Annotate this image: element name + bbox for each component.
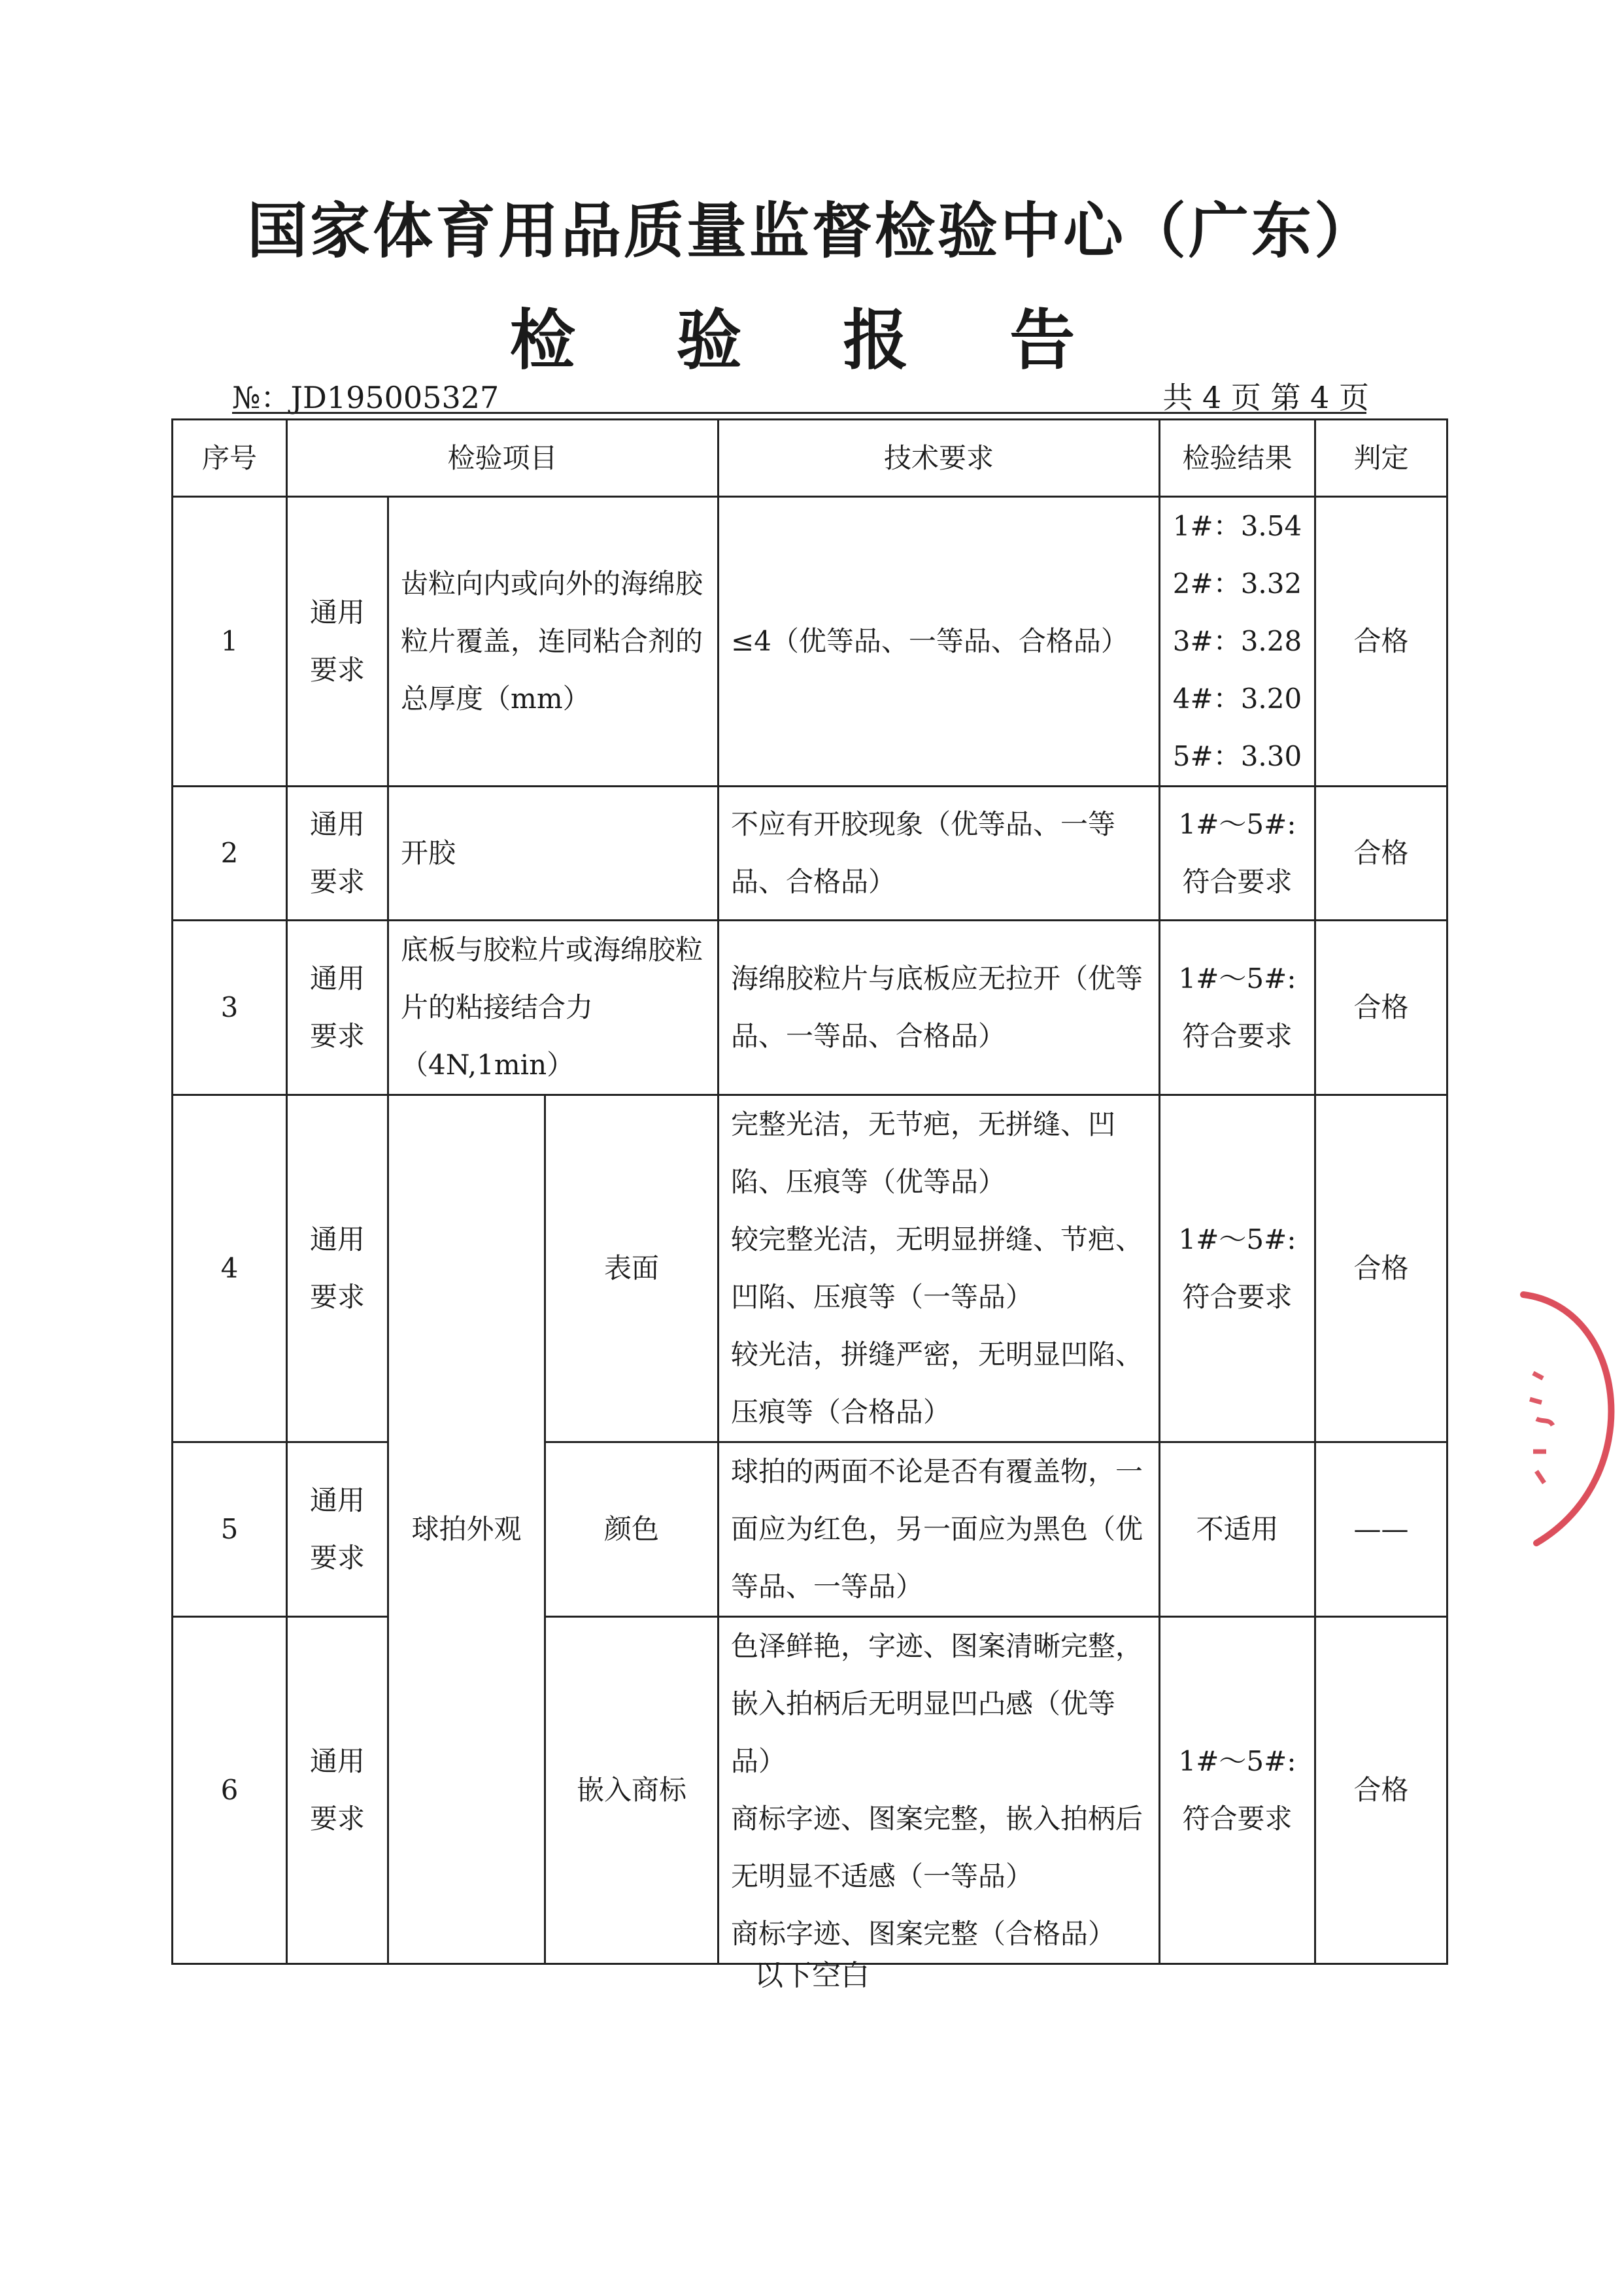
category-cell: 通用要求 [287, 1617, 388, 1964]
header-item: 检验项目 [287, 420, 719, 497]
result-line: 1#～5#: [1178, 962, 1296, 994]
requirement-line: 色泽鲜艳，字迹、图案清晰完整，嵌入拍柄后无明显凹凸感（优等品） [731, 1630, 1143, 1777]
verdict-cell: 合格 [1315, 787, 1447, 921]
header-rule [232, 412, 1366, 414]
verdict-cell: 合格 [1315, 1095, 1447, 1442]
table-row [173, 921, 1447, 1095]
item-cell: 表面 [545, 1095, 719, 1442]
header-seq: 序号 [173, 420, 287, 497]
result-cell [1160, 921, 1315, 1095]
table-row [173, 1095, 1447, 1442]
page-info: 共 4 页 第 4 页 [1162, 380, 1369, 415]
requirement-cell: ≤4（优等品、一等品、合格品） [719, 497, 1160, 787]
verdict-cell: —— [1315, 1442, 1447, 1617]
table-row [173, 1442, 1447, 1617]
table-row [173, 1617, 1447, 1964]
seal-stamp-image [1497, 1282, 1624, 1556]
result-line: 1#～5#: [1178, 1745, 1296, 1777]
category-cell: 通用要求 [287, 1095, 388, 1442]
result-cell [1160, 497, 1315, 787]
item-cell: 开胶 [388, 787, 719, 921]
header-result: 检验结果 [1160, 420, 1315, 497]
result-line: 2#：3.32 [1172, 568, 1302, 600]
seq-cell: 2 [173, 787, 287, 921]
result-line: 1#：3.54 [1172, 510, 1302, 542]
item-cell: 颜色 [545, 1442, 719, 1617]
report-number: №：JD195005327 [232, 380, 499, 415]
group-cell: 球拍外观 [388, 1095, 545, 1964]
header-verdict: 判定 [1315, 420, 1447, 497]
seq-cell: 6 [173, 1617, 287, 1964]
verdict-cell: 合格 [1315, 921, 1447, 1095]
seq-cell: 4 [173, 1095, 287, 1442]
result-cell [1160, 1617, 1315, 1964]
category-cell: 通用要求 [287, 921, 388, 1095]
item-cell: 底板与胶粒片或海绵胶粒片的粘接结合力（4N,1min） [388, 921, 719, 1095]
requirement-line: 较完整光洁，无明显拼缝、节疤、凹陷、压痕等（一等品） [731, 1223, 1143, 1313]
table-header-row [173, 420, 1447, 497]
report-subtitle: 检 验 报 告 [509, 302, 1115, 379]
item-cell: 嵌入商标 [545, 1617, 719, 1964]
result-line: 符合要求 [1182, 866, 1293, 898]
result-line: 符合要求 [1182, 1803, 1293, 1835]
result-line: 1#～5#: [1178, 808, 1296, 840]
requirement-cell [719, 1617, 1160, 1964]
verdict-cell: 合格 [1315, 497, 1447, 787]
result-line: 5#：3.30 [1172, 740, 1302, 772]
verdict-cell: 合格 [1315, 1617, 1447, 1964]
category-cell: 通用要求 [287, 497, 388, 787]
seq-cell: 5 [173, 1442, 287, 1617]
result-line: 符合要求 [1182, 1281, 1293, 1313]
result-cell [1160, 787, 1315, 921]
seq-cell: 1 [173, 497, 287, 787]
seq-cell: 3 [173, 921, 287, 1095]
result-cell [1160, 1442, 1315, 1617]
result-line: 不适用 [1196, 1513, 1279, 1545]
requirement-line: 商标字迹、图案完整（合格品） [731, 1918, 1116, 1950]
category-cell: 通用要求 [287, 1442, 388, 1617]
requirement-line: 较光洁，拼缝严密，无明显凹陷、压痕等（合格品） [731, 1338, 1143, 1428]
table-row [173, 787, 1447, 921]
result-cell [1160, 1095, 1315, 1442]
requirement-line: 商标字迹、图案完整，嵌入拍柄后无明显不适感（一等品） [731, 1803, 1143, 1892]
item-cell: 齿粒向内或向外的海绵胶粒片覆盖，连同粘合剂的总厚度（mm） [388, 497, 719, 787]
result-line: 符合要求 [1182, 1020, 1293, 1052]
inspection-table [171, 418, 1448, 1965]
requirement-cell: 球拍的两面不论是否有覆盖物，一面应为红色，另一面应为黑色（优等品、一等品） [719, 1442, 1160, 1617]
requirement-line: 完整光洁，无节疤，无拼缝、凹陷、压痕等（优等品） [731, 1108, 1116, 1198]
category-cell: 通用要求 [287, 787, 388, 921]
header-requirement: 技术要求 [719, 420, 1160, 497]
blank-below-note: 以下空白 [754, 1959, 870, 1992]
requirement-cell: 海绵胶粒片与底板应无拉开（优等品、一等品、合格品） [719, 921, 1160, 1095]
report-title: 国家体育用品质量监督检验中心（广东） [246, 196, 1377, 266]
result-line: 1#～5#: [1178, 1223, 1296, 1255]
result-line: 4#：3.20 [1172, 683, 1302, 715]
result-line: 3#：3.28 [1172, 625, 1302, 657]
requirement-cell: 不应有开胶现象（优等品、一等品、合格品） [719, 787, 1160, 921]
requirement-cell [719, 1095, 1160, 1442]
table-row [173, 497, 1447, 787]
